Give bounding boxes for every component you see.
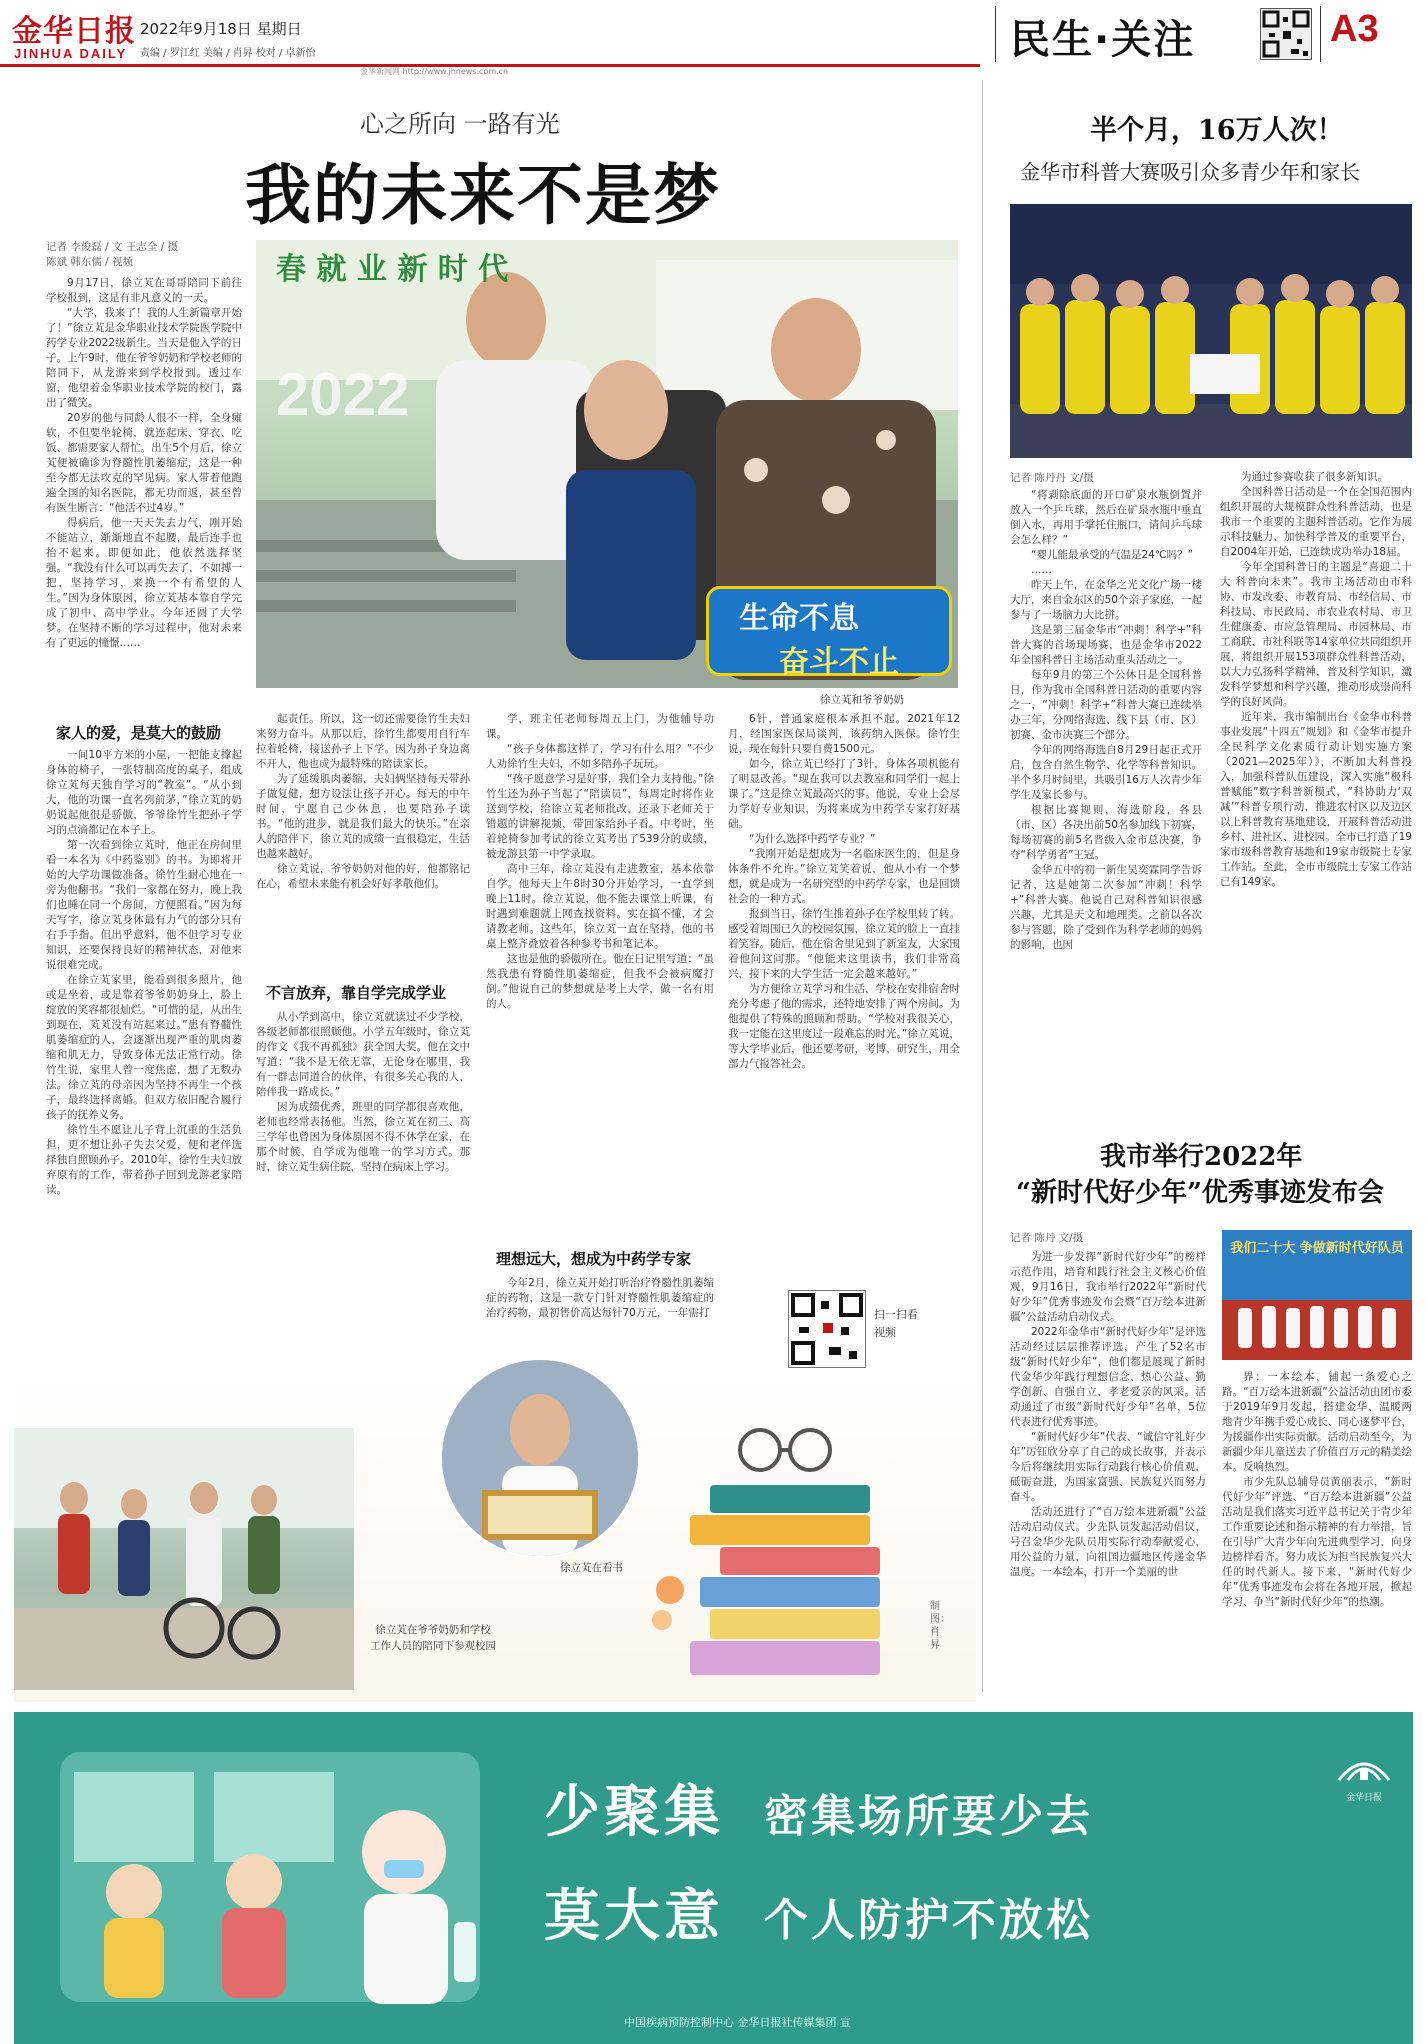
paragraph: 金华五中的初一新生吴奕霖同学告诉记者，这是她第二次参加“冲刺！科学+”科普大赛。他说自己对科普知识很感兴趣，尤其是天文和地理类。之前以各次参与答题，除了受到作为科学老师的妈妈的影响，也因: [1010, 864, 1202, 951]
paragraph: 在徐立芄家里，能看到很多照片，他或是坐着，或是靠着爷爷奶奶身上，脸上绽放的笑容都很灿烂。“可惜的是，从出生到现在，芄芄没有站起来过。”患有脊髓性肌萎缩症的人，会逐渐出现严重的肌肉萎缩和肌无力，导致身体无法正常行动。徐竹生说，家里人曾一度焦虑，想了无数办法。徐立芄的母亲因为坚持不再生一个孩子，最终选择离婚。但双方依旧配合履行孩子的抚养义务。: [46, 974, 242, 1121]
article-column-4: [728, 712, 960, 1274]
photo-bg-year: 2022: [276, 361, 410, 428]
paragraph: 6针，普通家庭根本承担不起。2021年12月，经国家医保局谈判，该药纳入医保。徐竹生说，现在每针只要自费1500元。: [728, 713, 960, 755]
illustration-credit: 制图：肖昇: [930, 1601, 950, 1651]
right-headline-2-line2: “新时代好少年”优秀事迹发布会: [1016, 1178, 1384, 1208]
main-photo-caption: 徐立芄和爷爷奶奶: [820, 694, 904, 706]
paragraph: 如今，徐立芄已经打了3针，身体各项机能有了明显改善。“现在我可以去教室和同学们一起上课了。”这是徐立芄最高兴的事。他说，专业上会尽力学好专业知识，为将来成为中药学专家打好基础。: [728, 758, 960, 830]
paragraph: 9月17日，徐立芄在哥哥陪同下前往学校报到，这是有非凡意义的一天。: [46, 277, 242, 304]
paragraph: 这是第三届金华市“冲刺！科学+”科普大赛的首场现场赛，也是金华市2022年全国科普日主场活动重头活动之一。: [1010, 624, 1202, 666]
public-service-ad: [14, 1712, 1413, 2044]
school-visit-caption: [370, 1622, 496, 1654]
photo-banner-line1: 生命不息: [739, 601, 859, 636]
paragraph: “为什么选择中药学专业？”: [749, 833, 876, 845]
masthead: [0, 0, 1427, 76]
article-column-2: [256, 712, 470, 964]
paragraph: 徐立芄说，爷爷奶奶对他的好，他都铭记在心，希望未来能有机会好好孝敬他们。: [256, 863, 470, 890]
paragraph: “我刚开始是想成为一名临床医生的，但是身体条件不允许。”徐立芄笑着说，他从小有一个梦想，就是成为一名研究型的中药学专家，也是回馈社会的一种方式。: [728, 848, 960, 905]
website-url: 金华新闻网 http://www.jhnews.com.cn: [360, 67, 509, 76]
video-qr-code-icon[interactable]: [788, 1290, 866, 1368]
right-byline-2: 记者 陈丹 文/摄: [1010, 1232, 1084, 1244]
youth-photo-banner: 我们二十大 争做新时代好队员: [1230, 1241, 1404, 1256]
paragraph: 一间10平方米的小屋，一把能支撑起身体的椅子，一张特制高度的桌子，组成徐立芄每天独自学习的“教室”。“从小到大，他的功课一直名列前茅，”徐立芄的奶奶说起他很是骄傲，爷爷徐竹生把孙子学习的点滴都记在本子上。: [46, 749, 242, 836]
paragraph: ……: [1031, 564, 1052, 576]
ad-logo-text: 金华日报: [1345, 1793, 1382, 1803]
school-visit-photo: [14, 1428, 354, 1690]
reading-photo: [440, 1358, 640, 1558]
paragraph: 市少先队总辅导员黄丽表示，“新时代好少年”评选、“百万绘本进新疆”公益活动是我们落实习近平总书记关于青少年工作重要论述和指示精神的有力举措，旨在引导广大青少年向先进典型学习，向身边榜样看齐。努力成长为担当民族复兴大任的时代新人。接下来，“新时代好少年”优秀事迹发布会将在各地开展，掀起学习、争当“新时代好少年”的热潮。: [1222, 1476, 1412, 1608]
youth-award-photo: [1222, 1230, 1412, 1360]
paragraph: 徐竹生不愿让儿子背上沉重的生活负担，更不想让孙子失去父爱，便和老伴选择独自照顾孙子。2010年，徐竹生夫妇放弃原有的工作，带着孙子回到龙游老家陪读。: [46, 1124, 242, 1196]
masthead-divider-2: [1320, 6, 1321, 62]
paragraph: “孩子愿意学习是好事，我们全力支持他。”徐竹生还为孙子当起了“陪读员”，每周定时将作业送到学校，给徐立芄老师批改，还录下老师关于错题的讲解视频，带回家给孙子看。中考时，坐着轮椅参加考试的徐立芄考出了539分的成绩，被龙游县第一中学录取。: [486, 773, 714, 860]
video-qr-label: 扫一扫看视频: [874, 1308, 918, 1339]
article-column-1: [46, 276, 242, 714]
right-2-column-a: [1010, 1250, 1206, 1690]
subhead-selfstudy: 不言放弃，靠自学完成学业: [266, 984, 447, 1002]
article-headline: 我的未来不是梦: [245, 157, 721, 234]
paragraph: 报到当日，徐竹生推着孙子在学校里转了转。感受着周围已久的校园氛围，徐立芄的脸上一直挂着笑容。随后，他在宿舍里见到了新室友，大家围着他问这问那。“他能来这里读书，我们非常高兴，接下来的大学生活一定会越来越好。”: [728, 908, 960, 980]
paragraph: 今年的网络海选自8月29日起正式开启，包含自然生物学、化学等科普知识。半个多月时间里，共吸引16万人次青少年学生及家长参与。: [1010, 744, 1202, 801]
paragraph: “大学，我来了！我的人生新篇章开始了！”徐立芄是金华职业技术学院医学院中药学专业2022级新生。当天是他入学的日子。上午9时，他在爷爷奶奶和学校老师的陪同下，从龙游来到学校报到。透过车窗，他望着金华职业技术学院的校门，露出了微笑。: [46, 307, 242, 409]
paragraph: 今年全国科普日的主题是“喜迎二十大 科普向未来”。我市主场活动由市科协、市发改委、市教育局、市经信局、市科技局、市民政局、市农业农村局、市卫生健康委、市应急管理局、市园林局、市工商联、市社科联等14家单位共同组织开展，将组织开展153项群众性科普活动，以大力弘扬科学精神，普及科学知识，激发科学梦想和科学兴趣，推动形成崇尚科学的良好风尚。: [1220, 561, 1412, 708]
paragraph: 20岁的他与同龄人很不一样，全身瘫软，不但要坐轮椅，就连起床、穿衣、吃饭、都需要家人帮忙。出生5个月后，徐立芄便被确诊为脊髓性肌萎缩症，这是一种至今都无法攻克的罕见病。家人带着他跑遍全国的知名医院，都无功而返，甚至曾有医生断言：“他活不过4岁。”: [46, 412, 242, 514]
photo-banner: [706, 586, 952, 680]
paragraph: “婴儿能最承受的气温是24℃吗？”: [1031, 549, 1194, 561]
ad-credit: 中国疾病预防控制中心 金华日报社传媒集团 宣: [624, 2016, 851, 2029]
paragraph: 今年2月，徐立芄开始打听治疗脊髓性肌萎缩症的药物，这是一款专门针对脊髓性肌萎缩症的治疗药物，最初售价高达每针70万元，一年需打: [486, 1277, 714, 1319]
paragraph: 昨天上午，在金华之光文化广场一楼大厅，来自金东区的50个亲子家庭，一起参与了一场脑力大比拼。: [1010, 579, 1202, 621]
books-illustration: [650, 1390, 910, 1690]
photo-banner-line2: 奋斗不止: [779, 645, 899, 680]
right-subheadline-1: 金华市科普大赛吸引众多青少年和家长: [1020, 160, 1360, 184]
paragraph: 全国科普日活动是一个在全国范围内组织开展的大规模群众性科普活动，也是我市一个重要的主题科普活动。它作为展示科技魅力、加快科学普及的重要平台，自2004年开始，已连续成功举办18届。: [1220, 486, 1412, 558]
paragraph: “孩子身体都这样了，学习有什么用？”不少人劝徐竹生夫妇，不如多陪孙子玩玩。: [486, 743, 714, 770]
article-kicker: 心之所向 一路有光: [360, 110, 560, 138]
paragraph: 2022年金华市“新时代好少年”是评选活动经过层层推荐评选，产生了52名市级“新时代好少年”，他们都是展现了新时代金华少年践行理想信念、热心公益、勤学创新、自强自立、孝老爱亲的风采。活动通过了市级“新时代好少年”名单，5位代表进行优秀事迹。: [1010, 1326, 1206, 1428]
paragraph: 界；一本绘本，铺起一条爱心之路。“百万绘本进新疆”公益活动由团市委于2019年9月发起，搭建金华、温暖两地青少年携手爱心成长、同心逐梦平台，为援疆作出实际贡献。活动启动至今，为新疆少年儿童送去了价值百万元的精美绘本。反响热烈。: [1222, 1371, 1412, 1473]
paragraph: 因为成绩优秀，班里的同学都很喜欢他，老师也经常表扬他。当然，徐立芄在初三、高三学年也曾因为身体原因不得不休学在家，在那个时候，自学成为他唯一的学习方式。那时，徐立芄生病住院，坚持在病床上学习。: [256, 1101, 470, 1173]
paragraph: “将剥除底面的开口矿泉水瓶倒置并放入一个乒乓球，然后在矿泉水瓶中垂直倒入水，再用手掌托住瓶口，请问乒乓球会怎么样？”: [1010, 489, 1202, 546]
ad-slogan-1: 少聚集: [544, 1779, 724, 1845]
right-1-column-a: [1010, 488, 1202, 1108]
ad-slogan-2: 莫大意: [544, 1883, 724, 1949]
section-title: 民生·关注: [1010, 17, 1196, 63]
science-contest-photo: [1010, 204, 1412, 458]
school-visit-caption-line2: 工作人员的陪同下参观校园: [370, 1640, 496, 1652]
article-column-3: [486, 712, 714, 1238]
issue-date: 2022年9月18日 星期日: [140, 20, 302, 38]
article-byline: [46, 240, 178, 270]
ad-slogan-2-sub: 个人防护不放松: [764, 1895, 1093, 1946]
ad-logo-icon: [1334, 1746, 1394, 1803]
right-headline-2-line1: 我市举行2022年: [1100, 1142, 1303, 1172]
paragraph: 第一次看到徐立芄时，他正在房间里看一本名为《中药鉴别》的书。为即将开始的大学功课做准备。徐竹生耐心地在一旁为他翻书。“我们一家都在努力，晚上我们也睡在同一个房间，方便照看。”因为每天写字，徐立芄身体最有力气的部分只有右手手指。但出乎意料，他不但学习专业知识，还要保持良好的精神状态，对他来说很难完成。: [46, 839, 242, 971]
paragraph: 学，班主任老师每周五上门，为他辅导功课。: [486, 713, 714, 740]
byline-writer: 记者 李俊磊 / 文 王志全 / 摄: [46, 241, 179, 253]
byline-video: 陈斌 韩东儒 / 视频: [46, 256, 134, 268]
paragraph: 近年来，我市编制出台《金华市科普事业发展“十四五”规划》和《金华市提升全民科学文化素质行动计划实施方案（2021—2025年）》，不断加大科普投入，加强科普队伍建设，深入实施“极科普赋能”数字科普新模式，“科协助力‘双减’”科普专项行动，推进农村区以及边区以上科普教育基地建设，开展科普活动进乡村、进社区、进校园。全市已打造了19家市级科普教育基地和19家市级院士专家工作站。至此，全市市级院士专家工作站已有149家。: [1220, 711, 1412, 888]
paragraph: 从小学到高中，徐立芄就读过不少学校，各级老师都很照顾他。小学五年级时，徐立芄的作文《我不再孤独》获全国大奖。他在文中写道：“我不是无依无靠，无论身在哪里，我有一群志同道合的伙伴，有很多关心我的人，陪伴我一路成长。”: [256, 1011, 470, 1098]
school-visit-caption-line1: 徐立芄在爷爷奶奶和学校: [375, 1624, 491, 1636]
paragraph: 高中三年，徐立芄没有走进教室，基本依靠自学。他每天上午8时30分开始学习，一直学到晚上11时。徐立芄说，他不能去课堂上听课，有时遇到难题就上网查找资料。实在搞不懂，才会请教老师。这些年，徐立芄一直在坚持，他的书桌上整齐叠放着各种参考书和笔记本。: [486, 863, 714, 950]
editor-credits: 责编 / 罗江红 美编 / 肖昇 校对 / 卓新怡: [140, 48, 316, 59]
column-divider: [982, 80, 983, 1692]
paragraph: 为方便徐立芄学习和生活，学校在安排宿舍时充分考虑了他的需求，还特地安排了两个房间。为他提供了特殊的照顾和帮助。“学校对我很关心，我一定能在这里度过一段难忘的时光。”徐立芄说，等大学毕业后，他还要考研，考博，研究生，用全部力气报答社会。: [728, 983, 960, 1070]
subhead-family: 家人的爱，是莫大的鼓励: [56, 724, 222, 742]
right-byline-1: 记者 陈丹丹 文/摄: [1010, 472, 1094, 484]
qr-code-icon[interactable]: [1260, 8, 1312, 60]
reading-photo-caption: 徐立芄在看书: [560, 1562, 623, 1574]
paragraph: “新时代好少年”代表、“诚信守礼好少年”厉钰欣分享了自己的成长故事，并表示今后将继续用实际行动践行核心价值观，砥砺奋进，为国家富强、民族复兴而努力奋斗。: [1010, 1431, 1206, 1503]
subhead-dream: 理想远大，想成为中药学专家: [496, 1250, 692, 1268]
paragraph: 为进一步发挥“新时代好少年”的榜样示范作用，培育和践行社会主义核心价值观，9月16日，我市举行2022年“新时代好少年”优秀事迹发布会暨“百万绘本进新疆”公益活动启动仪式。: [1010, 1251, 1206, 1323]
paragraph: 这也是他的骄傲所在。他在日记里写道：“虽然我患有脊髓性肌萎缩症，但我不会被病魔打倒。”他说自己的梦想就是考上大学，做一名有用的人。: [486, 953, 714, 1010]
newspaper-logo: 金华日报: [12, 14, 136, 49]
paragraph: 为通过参赛收获了很多新知识。: [1241, 471, 1388, 483]
paragraph: 根据比赛规则，海选阶段，各县（市、区）各决出前50名参加线下初赛，每场初赛的前5名晋级入金市总决赛，争夺“科学勇者”王冠。: [1010, 804, 1202, 861]
right-2-column-b: [1222, 1370, 1412, 1690]
paragraph: 活动还进行了“百万绘本进新疆”公益活动启动仪式。少先队员发起活动倡议，号召金华少先队员用实际行动奉献爱心，用公益的力量，向祖国边疆地区传递金华温度。一本绘本，打开一个美丽的世: [1010, 1506, 1206, 1578]
newspaper-logo-en: JINHUA DAILY: [14, 46, 128, 61]
right-1-column-b: [1220, 470, 1412, 1108]
paragraph: 为了延缓肌肉萎缩，夫妇俩坚持每天带孙子做复健，想方设法让孩子开心。每天的中午时间，宁愿自己少休息，也要陪孙子读书。“他的进步，就是我们最大的快乐。”在亲人的陪伴下，徐立芄的成绩一直很稳定，生活也越来越好。: [256, 773, 470, 860]
paragraph: 得病后，他一天天失去力气，刚开始不能站立，渐渐地直不起腰，最后连手也抬不起来。即便如此，他依然选择坚强。“我没有什么可以再失去了，不如搏一把，坚持学习，来换一个有希望的人生。”因为身体原因，徐立芄基本靠自学完成了初中、高中学业。今年还圆了大学梦。在坚持不断的学习过程中，他对未来有了更远的憧憬……: [46, 517, 242, 649]
masthead-divider: [995, 6, 996, 62]
page-number: A3: [1330, 8, 1379, 50]
ad-slogan-1-sub: 密集场所要少去: [764, 1791, 1093, 1842]
paragraph: 起责任。所以，这一切还需要徐竹生夫妇来努力奋斗。从那以后，徐竹生都要用自行车拉着轮椅，接送孙子上下学。因为孙子身边离不开人，他也成为最特殊的陪读家长。: [256, 713, 470, 770]
article-column-2b: [256, 1010, 470, 1438]
paragraph: 每年9月的第三个公休日是全国科普日，作为我市全国科普日活动的重要内容之一，“冲刺！科学+”科普大赛已连续举办三年，分网络海选、线下县（市、区）初赛、金市决赛三个部分。: [1010, 669, 1202, 741]
photo-bg-sign: 春 就 业 新 时 代: [276, 252, 509, 287]
main-photo: [256, 240, 958, 688]
right-headline-1: 半个月，16万人次！: [1090, 115, 1344, 146]
